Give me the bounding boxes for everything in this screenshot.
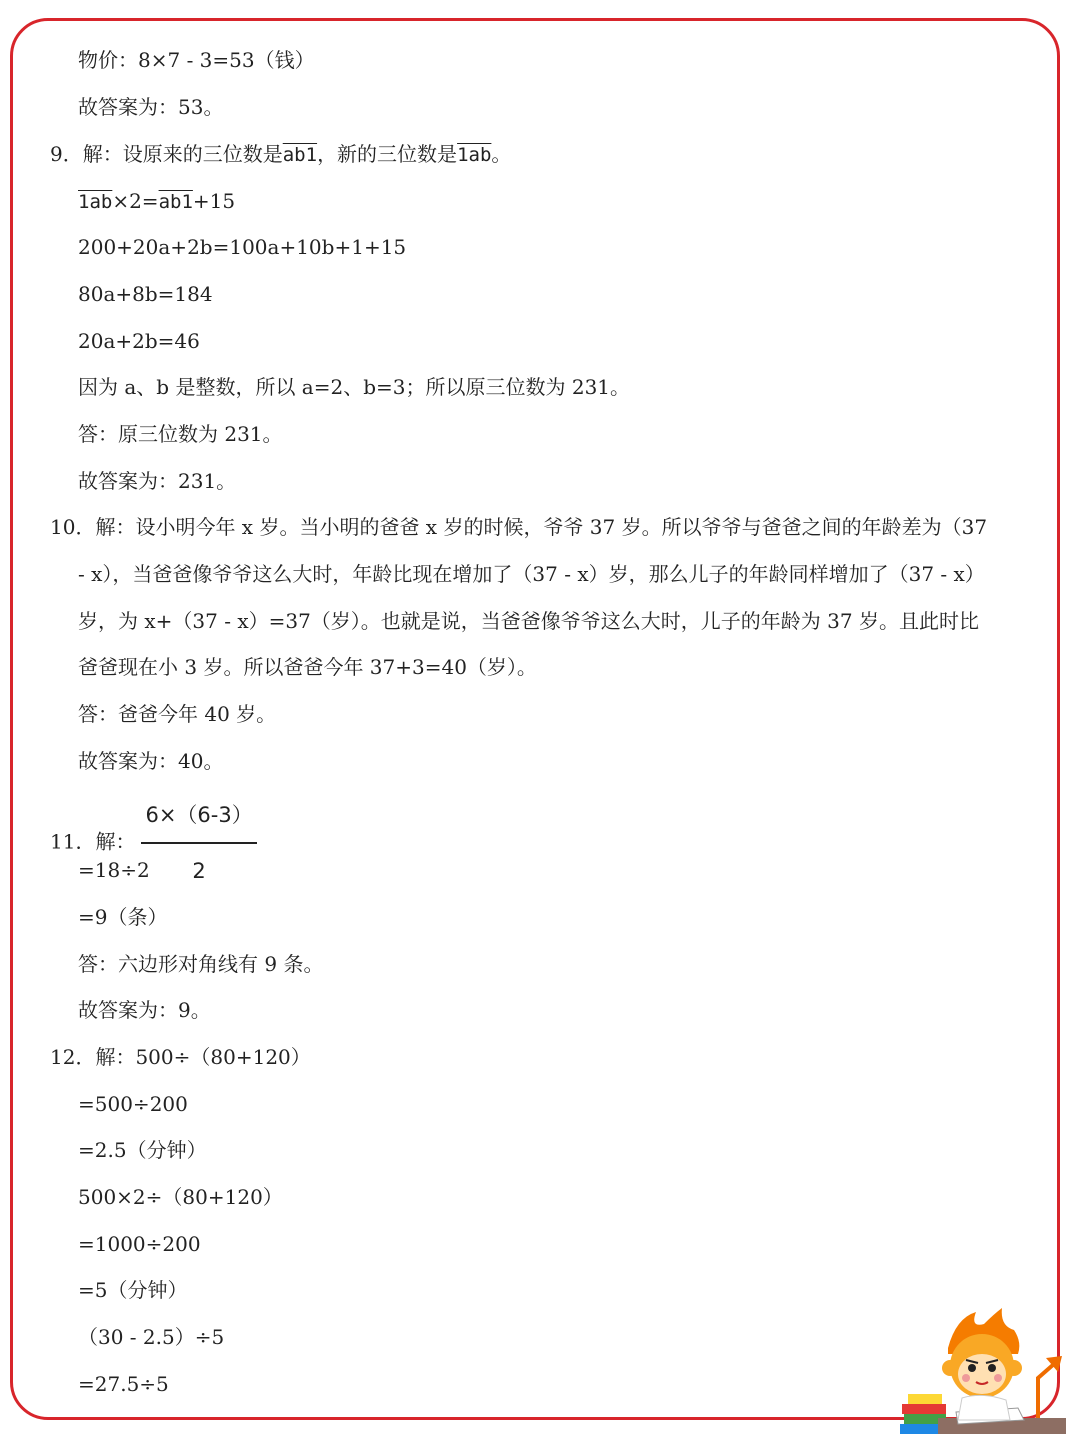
- text: 解：设原来的三位数是: [82, 142, 283, 166]
- overline-number: ab1: [158, 191, 193, 213]
- equation-line: [78, 187, 235, 216]
- question-12-header: [50, 1043, 311, 1071]
- equation-line: =9（条）: [78, 905, 168, 929]
- equation-line: =27.5÷5: [78, 1372, 169, 1396]
- fraction-denominator: 2: [192, 859, 206, 883]
- equation-line: =5（分钟）: [78, 1278, 188, 1302]
- overline-number: ab1: [282, 144, 318, 166]
- equation-line: 80a+8b=184: [78, 282, 213, 306]
- overline-number: 1ab: [78, 191, 113, 213]
- equation-line: =2.5（分钟）: [78, 1138, 207, 1162]
- equation-line: =18÷2: [78, 858, 150, 882]
- text-line: 物价：8×7 - 3=53（钱）: [78, 48, 315, 72]
- text: 。: [491, 142, 512, 166]
- question-number: 9．: [50, 142, 83, 166]
- question-number: 12．: [50, 1045, 96, 1069]
- equation-line: 20a+2b=46: [78, 329, 200, 353]
- question-10-header: [50, 513, 987, 541]
- question-number: 10．: [50, 515, 96, 539]
- monkey-reading-mascot-icon: [898, 1308, 1068, 1436]
- text: 解：设小明今年 x 岁。当小明的爸爸 x 岁的时候，爷爷 37 岁。所以爷爷与爸爸之间的年龄差为（37: [95, 515, 988, 539]
- equation-line: （30 - 2.5）÷5: [78, 1325, 225, 1349]
- text-line: 因为 a、b 是整数，所以 a=2、b=3；所以原三位数为 231。: [78, 375, 631, 399]
- question-number: 11．: [50, 829, 96, 854]
- fraction-numerator: 6×（6-3）: [141, 790, 256, 844]
- text: +15: [192, 189, 236, 213]
- equation-line: =500÷200: [78, 1092, 188, 1116]
- text: ，新的三位数是: [317, 142, 458, 166]
- text: 解：: [95, 829, 136, 854]
- final-answer-line: 故答案为：40。: [78, 749, 224, 773]
- equation-line: 200+20a+2b=100a+10b+1+15: [78, 235, 407, 259]
- answer-line: 答：爸爸今年 40 岁。: [78, 702, 277, 726]
- answer-line: 答：六边形对角线有 9 条。: [78, 952, 324, 976]
- answer-line: 答：原三位数为 231。: [78, 422, 283, 446]
- question-9-header: [50, 140, 511, 169]
- equation-line: =1000÷200: [78, 1232, 201, 1256]
- text-line: 岁，为 x+（37 - x）=37（岁）。也就是说，当爸爸像爷爷这么大时，儿子的年龄为 37 岁。且此时比: [78, 609, 979, 633]
- text-line: 故答案为：53。: [78, 95, 224, 119]
- text: 解：500÷（80+120）: [95, 1045, 311, 1069]
- text: ×2=: [112, 189, 159, 213]
- overline-number: 1ab: [457, 144, 492, 166]
- text-line: - x），当爸爸像爷爷这么大时，年龄比现在增加了（37 - x）岁，那么儿子的年龄同样增加了（37 - x）: [78, 562, 985, 586]
- fraction: [141, 790, 256, 896]
- equation-line: 500×2÷（80+120）: [78, 1185, 283, 1209]
- text-line: 爸爸现在小 3 岁。所以爸爸今年 37+3=40（岁）。: [78, 655, 537, 679]
- final-answer-line: 故答案为：9。: [78, 998, 211, 1022]
- final-answer-line: 故答案为：231。: [78, 469, 237, 493]
